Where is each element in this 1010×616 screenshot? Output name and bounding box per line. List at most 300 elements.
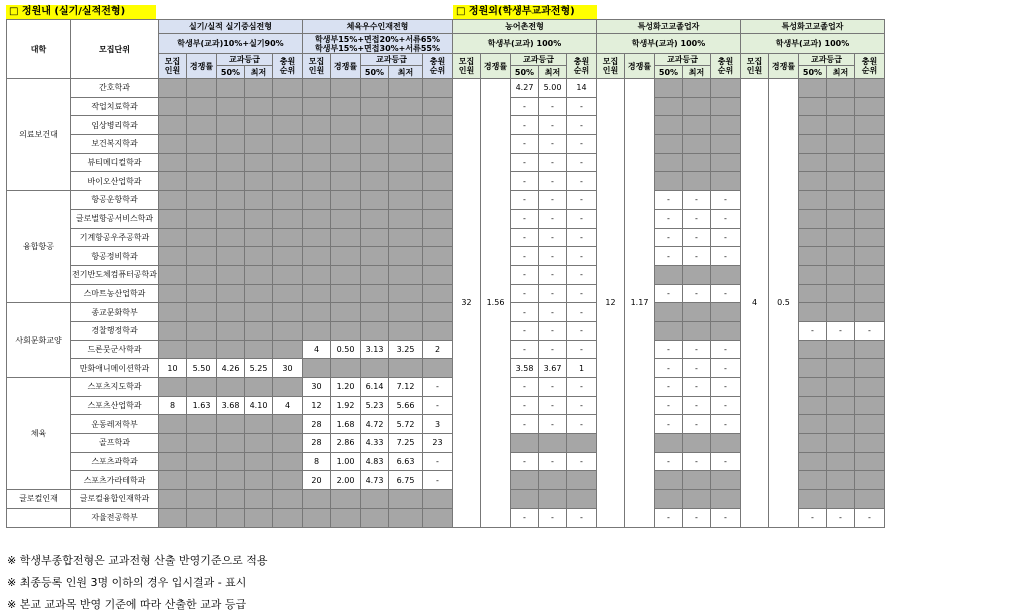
sil-value: 3.68 [217, 396, 245, 415]
pct50-header-t2: 50% [799, 66, 827, 79]
che-empty-cell [303, 303, 331, 322]
sil-value: 1.63 [187, 396, 217, 415]
sil-empty-cell [217, 116, 245, 135]
sil-empty-cell [273, 508, 303, 527]
t1-value: - [711, 340, 741, 359]
t1-empty-cell [683, 265, 711, 284]
che-empty-cell [331, 284, 361, 303]
nong-empty-cell [567, 471, 597, 490]
t1-value: - [683, 228, 711, 247]
sil-empty-cell [273, 452, 303, 471]
sil-empty-cell [273, 209, 303, 228]
nong-value: - [511, 135, 539, 154]
nong-value: - [511, 340, 539, 359]
nong-value: - [539, 209, 567, 228]
competition-header-sil: 경쟁률 [187, 54, 217, 79]
t2-empty-cell [827, 153, 855, 172]
sil-value: 10 [159, 359, 187, 378]
nong-empty-cell [539, 471, 567, 490]
t2-empty-cell [799, 452, 827, 471]
t2-empty-cell [827, 116, 855, 135]
sil-empty-cell [159, 471, 187, 490]
t1-value: - [655, 508, 683, 527]
che-value: 7.25 [389, 434, 423, 453]
recruit-header-che [303, 54, 331, 79]
t1-empty-cell [683, 434, 711, 453]
t1-empty-cell [655, 153, 683, 172]
dept-name: 기계항공우주공학과 [71, 228, 159, 247]
nong-value: - [539, 415, 567, 434]
che-value: 30 [303, 378, 331, 397]
college-name: 의료보건대 [7, 79, 71, 191]
sil-empty-cell [273, 247, 303, 266]
nong-value: - [567, 396, 597, 415]
t2-empty-cell [827, 265, 855, 284]
t1-empty-cell [683, 79, 711, 98]
t1-empty-cell [683, 321, 711, 340]
nong-value: - [567, 191, 597, 210]
che-value: 3.13 [361, 340, 389, 359]
t1-empty-cell [711, 116, 741, 135]
sil-empty-cell [187, 79, 217, 98]
recruit-header-nong [453, 54, 481, 79]
sil-empty-cell [217, 508, 245, 527]
t2-empty-cell [827, 247, 855, 266]
dept-name: 임상병리학과 [71, 116, 159, 135]
che-value: 12 [303, 396, 331, 415]
recruit-header-t2 [741, 54, 769, 79]
sil-empty-cell [245, 434, 273, 453]
t2-empty-cell [827, 340, 855, 359]
che-empty-cell [331, 79, 361, 98]
che-empty-cell [423, 303, 453, 322]
nong-value: - [511, 228, 539, 247]
sil-empty-cell [217, 79, 245, 98]
t2-empty-cell [799, 191, 827, 210]
sil-empty-cell [245, 172, 273, 191]
sil-empty-cell [273, 116, 303, 135]
che-empty-cell [331, 97, 361, 116]
group-name-sil: 실기/실적 실기중심전형 [159, 20, 303, 34]
che-empty-cell [361, 247, 389, 266]
sil-empty-cell [187, 97, 217, 116]
sil-empty-cell [159, 490, 187, 509]
nong-value: - [567, 378, 597, 397]
sil-empty-cell [245, 321, 273, 340]
sil-empty-cell [187, 265, 217, 284]
che-value: 4.33 [361, 434, 389, 453]
pct50-header-nong: 50% [511, 66, 539, 79]
nong-value: - [511, 378, 539, 397]
che-empty-cell [361, 359, 389, 378]
sil-empty-cell [159, 135, 187, 154]
college-name: 글로컬인재 [7, 490, 71, 509]
sil-empty-cell [245, 209, 273, 228]
t2-empty-cell [855, 452, 885, 471]
dept-name: 드론뭇군사학과 [71, 340, 159, 359]
t2-value: - [827, 321, 855, 340]
sil-empty-cell [159, 265, 187, 284]
dept-name: 골프학과 [71, 434, 159, 453]
t2-empty-cell [799, 172, 827, 191]
sil-empty-cell [187, 247, 217, 266]
nong-value: 1 [567, 359, 597, 378]
che-empty-cell [423, 172, 453, 191]
t2-empty-cell [855, 471, 885, 490]
che-empty-cell [423, 508, 453, 527]
t1-empty-cell [711, 434, 741, 453]
t1-empty-cell [655, 97, 683, 116]
sil-empty-cell [187, 135, 217, 154]
dept-name: 스포츠가라테학과 [71, 471, 159, 490]
t2-empty-cell [799, 378, 827, 397]
che-empty-cell [423, 209, 453, 228]
sil-empty-cell [217, 209, 245, 228]
nong-value: - [539, 396, 567, 415]
che-empty-cell [389, 490, 423, 509]
sil-empty-cell [245, 490, 273, 509]
che-value: 8 [303, 452, 331, 471]
rank-header-line1: 충원 [573, 57, 590, 66]
sil-empty-cell [217, 172, 245, 191]
t2-empty-cell [855, 396, 885, 415]
nong-value: - [511, 97, 539, 116]
lowest-header-t1: 최저 [683, 66, 711, 79]
nong-value: - [539, 340, 567, 359]
t1-value: - [711, 452, 741, 471]
t1-empty-cell [683, 490, 711, 509]
nong-recruit: 32 [453, 79, 481, 528]
t1-value: - [683, 191, 711, 210]
t2-empty-cell [827, 97, 855, 116]
che-empty-cell [389, 247, 423, 266]
t2-empty-cell [855, 135, 885, 154]
rank-header-line2: 순위 [861, 66, 878, 75]
che-empty-cell [389, 321, 423, 340]
t2-empty-cell [827, 359, 855, 378]
che-value: 1.20 [331, 378, 361, 397]
sil-value: 8 [159, 396, 187, 415]
nong-value: - [567, 228, 597, 247]
che-empty-cell [423, 228, 453, 247]
recruit-header-line2: 인원 [602, 66, 619, 75]
sil-empty-cell [245, 452, 273, 471]
nong-value: - [539, 378, 567, 397]
nong-value: - [511, 321, 539, 340]
sil-empty-cell [159, 340, 187, 359]
che-empty-cell [303, 284, 331, 303]
sil-empty-cell [159, 191, 187, 210]
che-value: 4.83 [361, 452, 389, 471]
sil-empty-cell [159, 79, 187, 98]
sil-empty-cell [159, 303, 187, 322]
che-empty-cell [331, 209, 361, 228]
dept-name: 항공정비학과 [71, 247, 159, 266]
t1-value: - [711, 284, 741, 303]
nong-value: - [539, 265, 567, 284]
che-empty-cell [423, 284, 453, 303]
che-empty-cell [303, 172, 331, 191]
group-name-che: 체육우수인재전형 [303, 20, 453, 34]
t1-empty-cell [711, 79, 741, 98]
sil-empty-cell [159, 415, 187, 434]
t2-empty-cell [799, 415, 827, 434]
group-basis-t1: 학생부(교과) 100% [597, 34, 741, 54]
competition-header-t2: 경쟁률 [769, 54, 799, 79]
sil-empty-cell [245, 340, 273, 359]
che-empty-cell [303, 97, 331, 116]
dept-name: 자율전공학부 [71, 508, 159, 527]
nong-empty-cell [539, 434, 567, 453]
che-empty-cell [331, 359, 361, 378]
nong-value: - [511, 303, 539, 322]
t1-empty-cell [655, 490, 683, 509]
dept-name: 경찰행정학과 [71, 321, 159, 340]
che-empty-cell [303, 508, 331, 527]
nong-value: - [539, 153, 567, 172]
nong-value: 4.27 [511, 79, 539, 98]
nong-value: - [539, 97, 567, 116]
nong-value: - [567, 247, 597, 266]
nong-value: - [511, 508, 539, 527]
che-value: 6.14 [361, 378, 389, 397]
t1-empty-cell [711, 153, 741, 172]
t1-empty-cell [711, 471, 741, 490]
t2-empty-cell [855, 209, 885, 228]
sil-empty-cell [159, 434, 187, 453]
che-value: 5.23 [361, 396, 389, 415]
che-empty-cell [389, 135, 423, 154]
sil-empty-cell [187, 172, 217, 191]
sil-empty-cell [245, 135, 273, 154]
che-value: 2.00 [331, 471, 361, 490]
t1-competition: 1.17 [625, 79, 655, 528]
sil-empty-cell [159, 116, 187, 135]
che-empty-cell [303, 135, 331, 154]
sil-empty-cell [159, 172, 187, 191]
che-empty-cell [303, 228, 331, 247]
che-empty-cell [303, 359, 331, 378]
che-empty-cell [389, 153, 423, 172]
t1-value: - [683, 359, 711, 378]
t1-empty-cell [683, 135, 711, 154]
nong-empty-cell [567, 490, 597, 509]
sil-empty-cell [273, 340, 303, 359]
pct50-header-che: 50% [361, 66, 389, 79]
che-empty-cell [361, 79, 389, 98]
nong-value: 3.58 [511, 359, 539, 378]
group-basis-t2: 학생부(교과) 100% [741, 34, 885, 54]
che-value: 5.72 [389, 415, 423, 434]
sil-empty-cell [187, 415, 217, 434]
t1-empty-cell [711, 265, 741, 284]
t1-value: - [655, 191, 683, 210]
recruit-header-line1: 모집 [308, 57, 325, 66]
che-empty-cell [331, 135, 361, 154]
t2-value: - [855, 508, 885, 527]
che-empty-cell [361, 135, 389, 154]
dept-name: 스포츠과학과 [71, 452, 159, 471]
t1-value: - [711, 191, 741, 210]
recruit-header-line2: 인원 [458, 66, 475, 75]
recruit-header-t1 [597, 54, 625, 79]
nong-value: 5.00 [539, 79, 567, 98]
dept-name: 전기반도체컴퓨터공학과 [71, 265, 159, 284]
che-value: 1.00 [331, 452, 361, 471]
che-value: - [423, 471, 453, 490]
t1-value: - [711, 247, 741, 266]
recruit-header-line2: 인원 [164, 66, 181, 75]
che-value: 4.73 [361, 471, 389, 490]
che-empty-cell [361, 321, 389, 340]
t1-empty-cell [711, 97, 741, 116]
t2-empty-cell [855, 284, 885, 303]
che-value: 5.66 [389, 396, 423, 415]
dept-name: 스포츠지도학과 [71, 378, 159, 397]
t2-value: - [827, 508, 855, 527]
t2-empty-cell [799, 340, 827, 359]
sil-value: 4.10 [245, 396, 273, 415]
grade-header-che: 교과등급 [361, 54, 423, 66]
t2-empty-cell [855, 490, 885, 509]
dept-name: 스마트농산업학과 [71, 284, 159, 303]
dept-name: 종교문화학부 [71, 303, 159, 322]
t2-empty-cell [827, 471, 855, 490]
nong-empty-cell [539, 490, 567, 509]
sil-empty-cell [159, 284, 187, 303]
univ-header: 대학 [7, 20, 71, 79]
t1-empty-cell [683, 172, 711, 191]
sil-empty-cell [159, 452, 187, 471]
nong-empty-cell [567, 434, 597, 453]
college-name: 사회문화교양 [7, 303, 71, 378]
t1-empty-cell [711, 303, 741, 322]
t2-empty-cell [855, 265, 885, 284]
che-empty-cell [389, 79, 423, 98]
nong-empty-cell [511, 471, 539, 490]
che-empty-cell [303, 247, 331, 266]
t1-value: - [711, 228, 741, 247]
t1-empty-cell [711, 135, 741, 154]
sil-empty-cell [273, 284, 303, 303]
t2-empty-cell [855, 247, 885, 266]
sil-empty-cell [217, 97, 245, 116]
che-empty-cell [361, 284, 389, 303]
nong-value: - [539, 284, 567, 303]
dept-name: 운동레저학부 [71, 415, 159, 434]
t2-empty-cell [855, 153, 885, 172]
nong-value: 3.67 [539, 359, 567, 378]
sil-empty-cell [187, 153, 217, 172]
t2-empty-cell [827, 209, 855, 228]
dept-name: 작업치료학과 [71, 97, 159, 116]
nong-value: - [567, 97, 597, 116]
table-row [7, 79, 885, 98]
t1-value: - [683, 284, 711, 303]
sil-value: 4 [273, 396, 303, 415]
competition-header-t1: 경쟁률 [625, 54, 655, 79]
che-empty-cell [303, 116, 331, 135]
t1-empty-cell [655, 116, 683, 135]
dept-name: 만화애니메이션학과 [71, 359, 159, 378]
t2-empty-cell [855, 228, 885, 247]
nong-value: 14 [567, 79, 597, 98]
sil-empty-cell [217, 415, 245, 434]
t2-empty-cell [799, 97, 827, 116]
rank-header-line2: 순위 [279, 66, 296, 75]
che-value: 4 [303, 340, 331, 359]
sil-empty-cell [187, 452, 217, 471]
nong-value: - [511, 247, 539, 266]
t2-empty-cell [799, 228, 827, 247]
nong-value: - [567, 209, 597, 228]
che-empty-cell [361, 116, 389, 135]
t2-empty-cell [855, 378, 885, 397]
t1-value: - [683, 247, 711, 266]
nong-value: - [511, 191, 539, 210]
t1-value: - [683, 209, 711, 228]
che-empty-cell [389, 116, 423, 135]
rank-header-t2 [855, 54, 885, 79]
che-value: 3 [423, 415, 453, 434]
sil-empty-cell [245, 97, 273, 116]
sil-empty-cell [187, 228, 217, 247]
t1-value: - [655, 228, 683, 247]
section-title-extra: □ 정원외(학생부교과전형) [453, 5, 597, 19]
t2-empty-cell [799, 471, 827, 490]
t2-value: - [799, 321, 827, 340]
lowest-header-sil: 최저 [245, 66, 273, 79]
nong-value: - [539, 452, 567, 471]
t2-empty-cell [855, 340, 885, 359]
t1-value: - [655, 396, 683, 415]
che-empty-cell [331, 116, 361, 135]
group-name-t2: 특성화고교졸업자 [741, 20, 885, 34]
t2-empty-cell [827, 378, 855, 397]
che-empty-cell [303, 265, 331, 284]
dept-name: 글로컬융합인재학과 [71, 490, 159, 509]
sil-empty-cell [217, 247, 245, 266]
t1-value: - [655, 284, 683, 303]
college-name: 체육 [7, 378, 71, 490]
t2-empty-cell [799, 153, 827, 172]
sil-empty-cell [245, 79, 273, 98]
group-name-nong: 농어촌전형 [453, 20, 597, 34]
che-empty-cell [361, 172, 389, 191]
che-value: 4.72 [361, 415, 389, 434]
dept-name: 바이오산업학과 [71, 172, 159, 191]
sil-value: 30 [273, 359, 303, 378]
t2-empty-cell [855, 434, 885, 453]
rank-header-line2: 순위 [717, 66, 734, 75]
t2-empty-cell [855, 97, 885, 116]
sil-empty-cell [245, 116, 273, 135]
table-body [7, 20, 885, 528]
che-empty-cell [331, 191, 361, 210]
che-value: 7.12 [389, 378, 423, 397]
che-value: 2.86 [331, 434, 361, 453]
header-row-1 [7, 20, 885, 34]
sil-empty-cell [245, 191, 273, 210]
che-empty-cell [389, 228, 423, 247]
nong-value: - [567, 116, 597, 135]
che-value: - [423, 452, 453, 471]
t1-value: - [655, 247, 683, 266]
dept-name: 간호학과 [71, 79, 159, 98]
rank-header-line1: 충원 [429, 57, 446, 66]
sil-empty-cell [159, 321, 187, 340]
che-empty-cell [331, 153, 361, 172]
